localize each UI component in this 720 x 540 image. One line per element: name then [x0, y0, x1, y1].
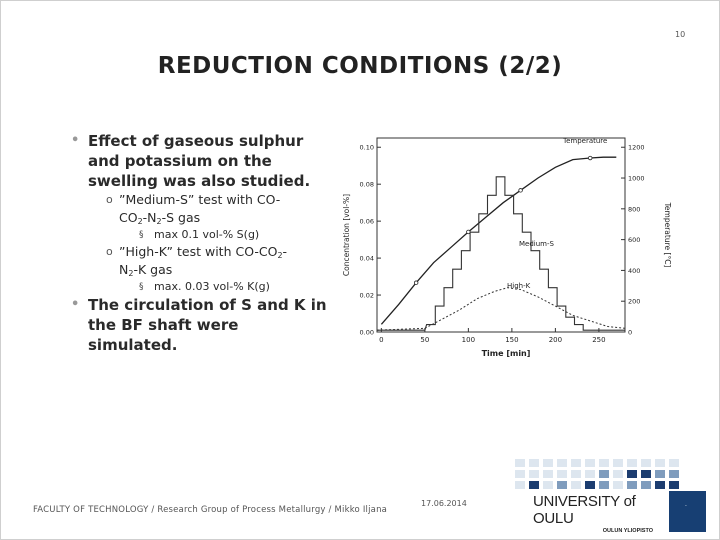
deco-square: [599, 470, 609, 478]
y-axis-label-left: Concentration [vol-%]: [342, 193, 351, 277]
temperature-marker: [414, 281, 418, 285]
x-tick-label: 50: [420, 336, 430, 344]
y-tick-label: 0.08: [359, 180, 374, 189]
decorative-square-grid: [515, 459, 681, 491]
subscript: 2: [128, 269, 134, 278]
deco-square: [585, 459, 595, 467]
x-tick-label: 150: [505, 336, 519, 344]
y-tick-label: 0.00: [359, 328, 374, 337]
slide-title: REDUCTION CONDITIONS (2/2): [157, 53, 563, 79]
bullet-list: [71, 131, 331, 355]
corner-block: [669, 491, 706, 532]
x-tick-label: 200: [548, 336, 563, 344]
subscript: 2: [137, 217, 143, 226]
deco-square: [655, 459, 665, 467]
deco-square: [529, 459, 539, 467]
y-tick-label: 0.04: [359, 254, 374, 263]
y-axis-label-right: Temperature [°C]: [663, 202, 672, 268]
deco-square: [627, 470, 637, 478]
bullet-line: Effect of gaseous sulphur: [88, 132, 304, 150]
text-fragment: test with CO-: [194, 192, 281, 207]
logo-main-text: UNIVERSITY of OULU: [533, 493, 636, 527]
detail-medium-s: [71, 227, 331, 243]
y2-tick-label: 200: [628, 297, 641, 306]
deco-square: [669, 481, 679, 489]
quote-high-k: ”High-K”: [119, 244, 174, 259]
deco-square: [641, 459, 651, 467]
deco-square: [515, 459, 525, 467]
university-logo: [533, 493, 653, 534]
bullet-marker: •: [71, 133, 80, 148]
bullet-circulation: [71, 295, 331, 355]
footer-date: 17.06.2014: [421, 499, 467, 508]
sub-bullet-line: [119, 191, 331, 209]
text-fragment: CO: [119, 210, 138, 225]
deco-square: [571, 459, 581, 467]
text-fragment: -N: [142, 210, 157, 225]
y2-tick-label: 1000: [628, 174, 645, 183]
deco-square: [655, 481, 665, 489]
deco-square: [557, 481, 567, 489]
text-fragment: -K gas: [133, 262, 173, 277]
deco-square: [585, 470, 595, 478]
deco-square: [613, 459, 623, 467]
corner-mark: ·: [685, 503, 687, 510]
deco-square: [543, 470, 553, 478]
deco-square: [669, 459, 679, 467]
y-tick-label: 0.06: [359, 217, 374, 226]
sub-bullet-line: [119, 261, 331, 279]
deco-square: [515, 481, 525, 489]
x-tick-label: 0: [379, 336, 384, 344]
y-tick-label: 0.02: [359, 291, 374, 300]
deco-square: [669, 470, 679, 478]
plot-frame: [377, 138, 625, 332]
deco-square: [571, 470, 581, 478]
deco-square: [613, 470, 623, 478]
y2-tick-label: 600: [628, 236, 641, 245]
detail-high-k: [71, 279, 331, 295]
footer-credit: FACULTY OF TECHNOLOGY / Research Group of Process Metallurgy / Mikko Iljana: [33, 505, 388, 515]
sub-bullet-marker: o: [106, 245, 113, 258]
deco-square: [571, 481, 581, 489]
y2-tick-label: 400: [628, 266, 641, 275]
bullet-sulphur-potassium: [71, 131, 331, 191]
x-axis-label: Time [min]: [481, 349, 531, 358]
bullet-line: the BF shaft were simulated.: [88, 316, 239, 354]
deco-square: [543, 459, 553, 467]
sub-bullet-line: [119, 209, 331, 227]
series-label-temperature: Temperature: [563, 137, 608, 145]
text-fragment: test with CO-CO: [173, 244, 278, 259]
deco-square: [585, 481, 595, 489]
y2-tick-label: 800: [628, 205, 641, 214]
detail-text: max. 0.03 vol-% K(g): [154, 280, 270, 293]
deco-square: [599, 481, 609, 489]
sub-bullet-high-k: [71, 243, 331, 279]
y-tick-label: 0.10: [359, 143, 374, 152]
sub-bullet-line: [119, 243, 331, 261]
y2-tick-label: 1200: [628, 143, 645, 152]
deco-square: [557, 470, 567, 478]
deco-square: [515, 470, 525, 478]
sub-bullet-medium-s: [71, 191, 331, 227]
deco-square: [557, 459, 567, 467]
deco-square: [641, 481, 651, 489]
detail-marker: §: [139, 230, 144, 240]
text-fragment: -S gas: [161, 210, 201, 225]
x-tick-label: 250: [592, 336, 606, 344]
subscript: 2: [156, 217, 162, 226]
deco-square: [529, 470, 539, 478]
detail-marker: §: [139, 282, 144, 292]
bullet-line: swelling was also studied.: [88, 172, 311, 190]
quote-medium-s: ”Medium-S”: [119, 192, 195, 207]
detail-text: max 0.1 vol-% S(g): [154, 228, 260, 241]
temperature-marker: [519, 189, 523, 193]
series-label-medium-s: Medium-S: [519, 240, 554, 248]
deco-square: [529, 481, 539, 489]
bullet-marker: •: [71, 297, 80, 312]
bullet-line: and potassium on the: [88, 152, 272, 170]
deco-square: [543, 481, 553, 489]
deco-square: [627, 459, 637, 467]
logo-sub-text: OULUN YLIOPISTO: [602, 528, 653, 534]
y2-tick-label: 0: [628, 328, 633, 337]
temperature-marker: [588, 156, 592, 160]
bullet-line: The circulation of S and K in: [88, 296, 327, 314]
subscript: 2: [277, 251, 283, 260]
deco-square: [613, 481, 623, 489]
text-fragment: N: [119, 262, 129, 277]
sub-bullet-marker: o: [106, 193, 113, 206]
deco-square: [627, 481, 637, 489]
deco-square: [599, 459, 609, 467]
page-number: 10: [675, 30, 686, 39]
deco-square: [641, 470, 651, 478]
x-tick-label: 100: [461, 336, 476, 344]
deco-square: [655, 470, 665, 478]
series-label-high-k: High-K: [507, 282, 531, 290]
concentration-temperature-chart: [339, 130, 679, 362]
text-fragment: -: [282, 244, 288, 259]
